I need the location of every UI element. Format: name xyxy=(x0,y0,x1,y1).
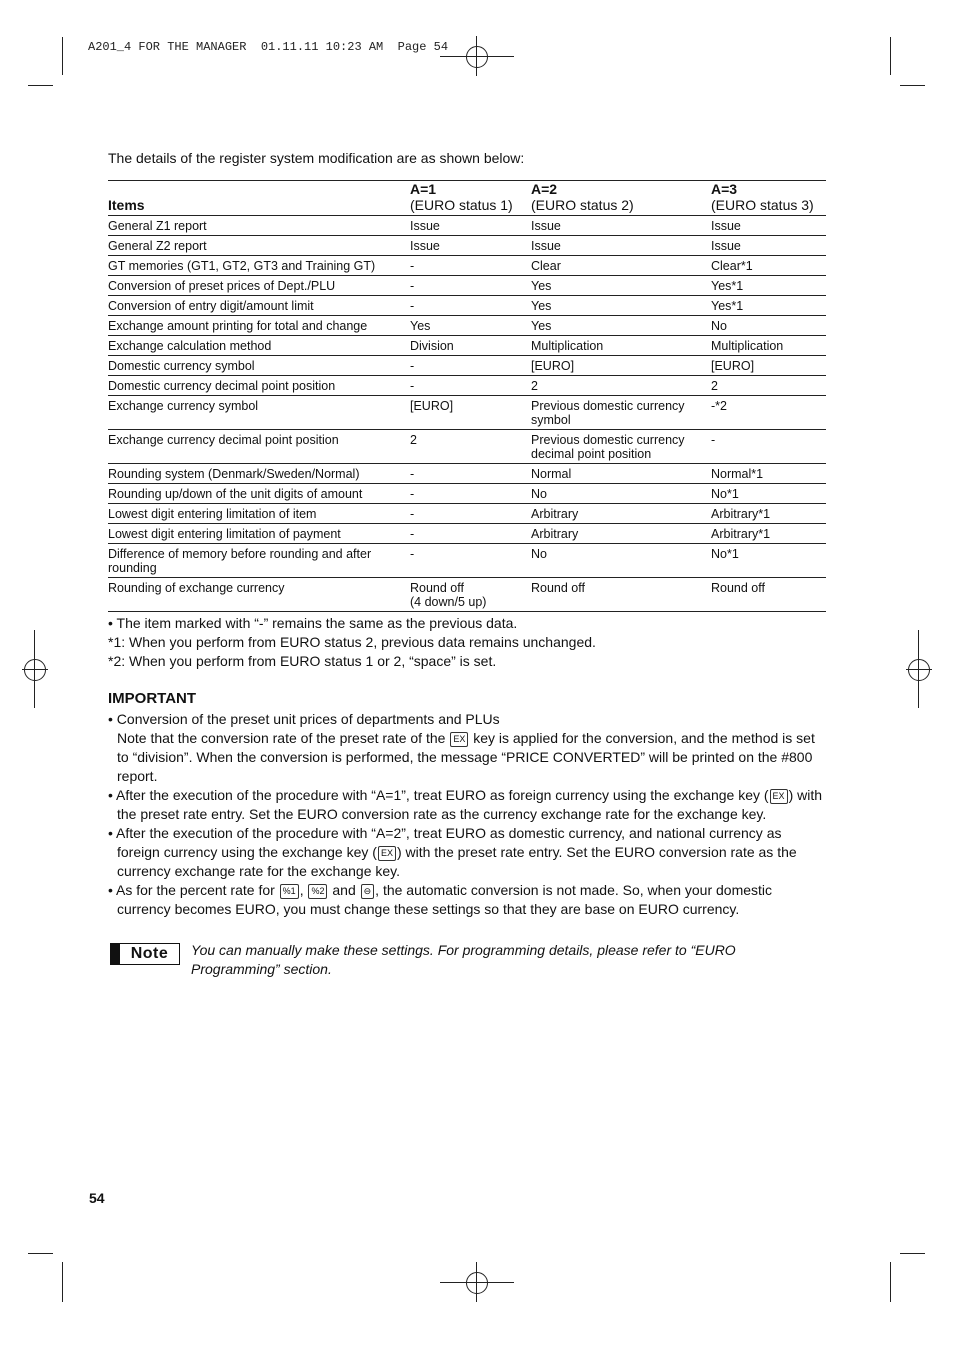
ex-key-icon: EX xyxy=(770,789,788,804)
header-title: Items xyxy=(108,197,145,213)
table-cell: GT memories (GT1, GT2, GT3 and Training GT) xyxy=(108,256,410,276)
table-cell: Domestic currency decimal point position xyxy=(108,376,410,396)
table-cell: [EURO] xyxy=(410,396,531,430)
table-cell: Exchange currency symbol xyxy=(108,396,410,430)
header-subtitle: (EURO status 3) xyxy=(711,197,814,213)
table-cell: Rounding system (Denmark/Sweden/Normal) xyxy=(108,464,410,484)
header-subtitle: (EURO status 1) xyxy=(410,197,513,213)
table-cell: Issue xyxy=(531,216,711,236)
table-row xyxy=(108,396,826,430)
table-cell: Yes xyxy=(531,296,711,316)
registration-circle xyxy=(24,659,46,681)
table-cell: [EURO] xyxy=(531,356,711,376)
table-cell: - xyxy=(410,376,531,396)
note-badge-label: Note xyxy=(130,945,169,962)
table-cell: Issue xyxy=(711,236,826,256)
table-cell: - xyxy=(410,356,531,376)
table-cell: Difference of memory before rounding and after rounding xyxy=(108,544,410,578)
table-cell: Lowest digit entering limitation of payment xyxy=(108,524,410,544)
crop-mark xyxy=(890,1262,891,1302)
table-cell: Arbitrary xyxy=(531,504,711,524)
table-cell: Round off xyxy=(531,581,585,595)
table-row xyxy=(108,276,826,296)
table-cell: No xyxy=(531,544,711,578)
table-cell: - xyxy=(410,524,531,544)
table-cell: Exchange calculation method xyxy=(108,336,410,356)
table-row xyxy=(108,316,826,336)
table-cell: General Z2 report xyxy=(108,236,410,256)
table-cell: Yes xyxy=(531,316,711,336)
crop-mark xyxy=(890,37,891,75)
table-cell: Issue xyxy=(531,236,711,256)
table-row xyxy=(108,430,826,464)
table-row xyxy=(108,484,826,504)
important-item: • As for the percent rate for %1 , %2 and ⊖ , the automatic conversion is not made. So, when your domestic currency becomes EURO, you must change these settings so that they are base on EURO currency. xyxy=(108,882,773,917)
table-cell: 2 xyxy=(410,430,531,464)
table-row xyxy=(108,256,826,276)
table-cell: - xyxy=(410,256,531,276)
important-item: • After the execution of the procedure with “A=1”, treat EURO as foreign currency using the exchange key ( EX ) with the preset rate entry. Set the EURO conversion rate as the currency exchange rate for the exchange key. xyxy=(108,787,823,822)
crop-mark xyxy=(62,1262,63,1302)
crop-mark xyxy=(28,85,53,86)
minus-key-icon: ⊖ xyxy=(361,884,375,899)
header-title: A=3 xyxy=(711,181,738,197)
page-number: 54 xyxy=(89,1190,105,1206)
table-cell: General Z1 report xyxy=(108,216,410,236)
table-cell: - xyxy=(410,276,531,296)
percent1-key-icon: %1 xyxy=(280,884,299,899)
note-badge xyxy=(110,943,180,965)
registration-circle xyxy=(908,659,930,681)
table-cell: Multiplication xyxy=(711,336,826,356)
table-cell: -*2 xyxy=(711,396,826,430)
table-row xyxy=(108,336,826,356)
table-row xyxy=(108,578,826,612)
table-cell: - xyxy=(410,296,531,316)
table-row xyxy=(108,524,826,544)
table-cell: Yes*1 xyxy=(711,276,826,296)
table-cell: Yes xyxy=(410,316,531,336)
table-cell: Arbitrary*1 xyxy=(711,504,826,524)
table-cell: No*1 xyxy=(711,544,826,578)
table-cell: [EURO] xyxy=(711,356,826,376)
table-cell: Clear xyxy=(531,256,711,276)
table-cell: Round off (4 down/5 up) xyxy=(410,581,487,609)
important-item-detail: Note that the conversion rate of the preset rate of the EX key is applied for the conversion, and the method is set to “division”. When the conversion is performed, the message “PRICE CONVERTED” will be printed on the #800 report. xyxy=(117,730,815,784)
crop-mark xyxy=(900,85,925,86)
header-subtitle: (EURO status 2) xyxy=(531,197,634,213)
table-row xyxy=(108,464,826,484)
table-header-cell xyxy=(108,181,410,216)
registration-circle xyxy=(466,46,488,68)
table-cell: Yes xyxy=(531,276,711,296)
table-row xyxy=(108,216,826,236)
table-cell: Rounding of exchange currency xyxy=(108,581,285,595)
table-cell: Normal*1 xyxy=(711,464,826,484)
table-cell: Round off xyxy=(711,581,765,595)
note-text: You can manually make these settings. For programming details, please refer to “EURO Programming” section. xyxy=(191,942,736,977)
table-cell: No xyxy=(531,484,711,504)
important-item: • After the execution of the procedure with “A=2”, treat EURO as domestic currency, and national currency as foreign currency using the exchange key ( EX ) with the preset rate entry. Set the EURO conversion rate as the currency exchange rate for the exchange key. xyxy=(108,825,797,879)
crop-mark xyxy=(62,37,63,75)
table-row xyxy=(108,504,826,524)
footnote: *2: When you perform from EURO status 1 or 2, “space” is set. xyxy=(108,653,497,669)
table-cell: Conversion of entry digit/amount limit xyxy=(108,296,410,316)
table-header-cell xyxy=(711,181,826,216)
table-cell: Arbitrary*1 xyxy=(711,524,826,544)
table-header-cell xyxy=(531,181,711,216)
table-row xyxy=(108,356,826,376)
table-cell: Yes*1 xyxy=(711,296,826,316)
table-row xyxy=(108,544,826,578)
important-item-title: Conversion of the preset unit prices of departments and PLUs xyxy=(116,711,500,727)
intro-text: The details of the register system modification are as shown below: xyxy=(108,150,525,166)
footnote: *1: When you perform from EURO status 2, previous data remains unchanged. xyxy=(108,634,596,650)
important-heading: IMPORTANT xyxy=(108,690,197,707)
table-cell: - xyxy=(410,464,531,484)
ex-key-icon: EX xyxy=(378,846,396,861)
table-cell: - xyxy=(711,430,826,464)
table-cell: Exchange currency decimal point position xyxy=(108,430,410,464)
table-row xyxy=(108,376,826,396)
footnotes xyxy=(108,614,596,671)
table-cell: Exchange amount printing for total and change xyxy=(108,316,410,336)
table-header-row xyxy=(108,181,826,216)
table-cell: 2 xyxy=(531,376,711,396)
table-cell: Arbitrary xyxy=(531,524,711,544)
table-cell: Normal xyxy=(531,464,711,484)
table-cell: Issue xyxy=(410,236,531,256)
table-row xyxy=(108,296,826,316)
crop-mark xyxy=(900,1253,925,1254)
table-cell: Issue xyxy=(410,216,531,236)
ex-key-icon: EX xyxy=(450,732,468,747)
header-title: A=1 xyxy=(410,181,437,197)
footnote: • The item marked with “-” remains the same as the previous data. xyxy=(108,615,518,631)
table-cell: Previous domestic currency symbol xyxy=(531,396,711,430)
table-cell: - xyxy=(410,484,531,504)
table-cell: Rounding up/down of the unit digits of amount xyxy=(108,484,410,504)
table-cell: No xyxy=(711,316,826,336)
table-cell: 2 xyxy=(711,376,826,396)
table-header-cell xyxy=(410,181,531,216)
table-cell: Division xyxy=(410,336,531,356)
table-cell: Multiplication xyxy=(531,336,711,356)
crop-mark xyxy=(28,1253,53,1254)
table-cell: Clear*1 xyxy=(711,256,826,276)
table-cell: - xyxy=(410,544,531,578)
note-badge-bar xyxy=(111,944,120,964)
table-cell: Domestic currency symbol xyxy=(108,356,410,376)
table-cell: Lowest digit entering limitation of item xyxy=(108,504,410,524)
registration-circle xyxy=(466,1272,488,1294)
modification-table xyxy=(108,180,826,612)
print-slug: A201_4 FOR THE MANAGER 01.11.11 10:23 AM Page 54 xyxy=(88,40,449,54)
table-cell: No*1 xyxy=(711,484,826,504)
table-cell: - xyxy=(410,504,531,524)
table-cell: Issue xyxy=(711,216,826,236)
table-cell: Conversion of preset prices of Dept./PLU xyxy=(108,276,410,296)
table-row xyxy=(108,236,826,256)
important-item: • Conversion of the preset unit prices of departments and PLUs xyxy=(108,711,500,727)
important-list xyxy=(108,710,828,919)
header-title: A=2 xyxy=(531,181,558,197)
percent2-key-icon: %2 xyxy=(308,884,327,899)
table-cell: Previous domestic currency decimal point position xyxy=(531,430,711,464)
